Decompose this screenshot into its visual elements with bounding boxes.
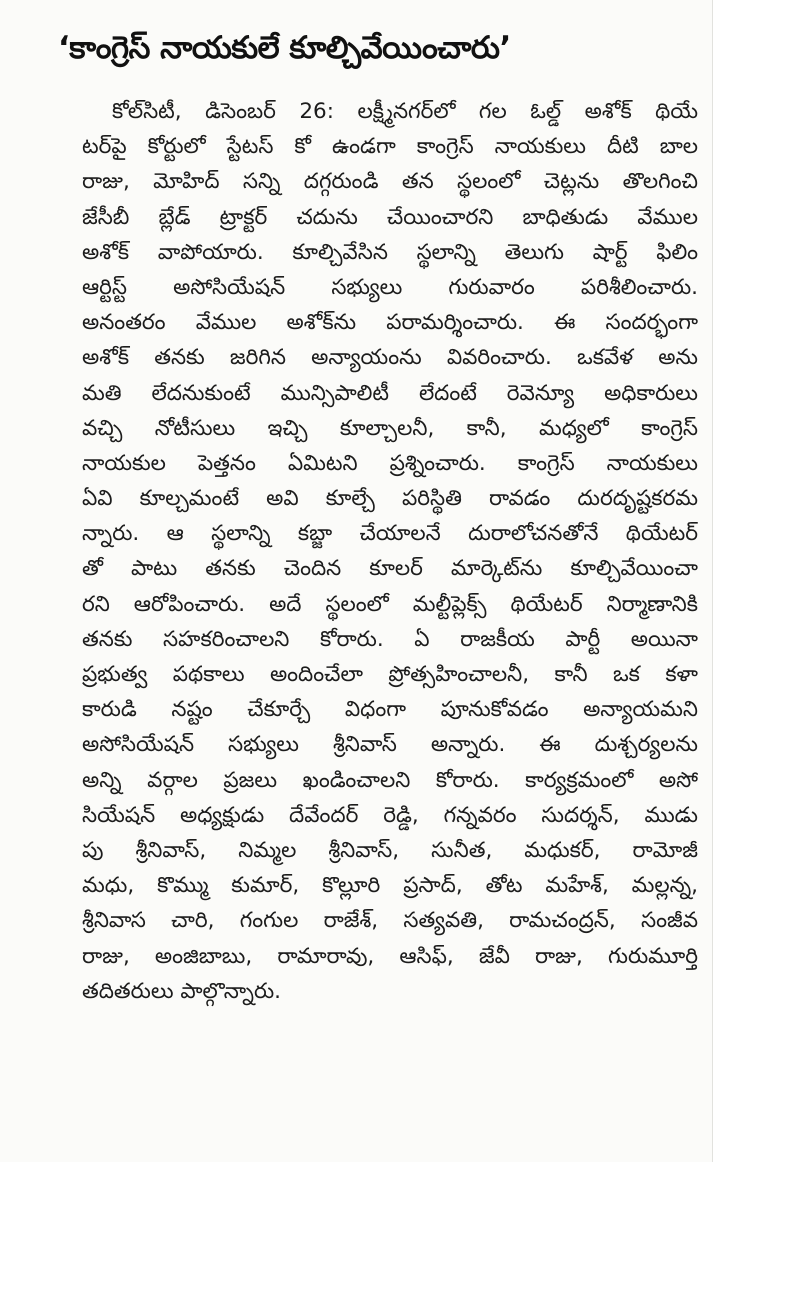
article-headline: ‘కాంగ్రెస్ నాయకులే కూల్చివేయించారు’ [58, 30, 511, 66]
article-line: కారుడి నష్టం చేకూర్చే విధంగా పూనుకోవడం అన్యాయమని [82, 697, 698, 723]
article-line: నాయకుల పెత్తనం ఏమిటని ప్రశ్నించారు. కాంగ్రెస్ నాయకులు [82, 450, 698, 476]
article-line: న్నారు. ఆ స్థలాన్ని కబ్జా చేయాలనే దురాలోచనతోనే థియేటర్ [82, 521, 698, 547]
article-line: అశోక్ వాపోయారు. కూల్చివేసిన స్థలాన్ని తెలుగు షార్ట్ ఫిలిం [82, 239, 698, 265]
article-line: అన్ని వర్గాల ప్రజలు ఖండించాలని కోరారు. కార్యక్రమంలో అసో [82, 767, 698, 793]
article-body [82, 94, 698, 1009]
article-line: రాజు, మోహిద్ సన్ని దగ్గరుండి తన స్థలంలో చెట్లను తొలగించి [82, 169, 698, 195]
article-line: మతి లేదనుకుంటే మున్సిపాలిటీ లేదంటే రెవెన్యూ అధికారులు [82, 380, 698, 406]
article-line: సియేషన్ అధ్యక్షుడు దేవేందర్ రెడ్డి, గన్నవరం సుదర్శన్, ముడు [82, 802, 698, 828]
article-line: రని ఆరోపించారు. అదే స్థలంలో మల్టీప్లెక్స్ థియేటర్ నిర్మాణానికి [82, 591, 698, 617]
article-line: ఏవి కూల్చమంటే అవి కూల్చే పరిస్థితి రావడం దురదృష్టకరమ [82, 486, 698, 512]
article-line: మధు, కొమ్ము కుమార్, కొల్లూరి ప్రసాద్, తోట మహేశ్, మల్లన్న, [82, 873, 698, 899]
article-line: ఆర్టిస్ట్ అసోసియేషన్ సభ్యులు గురువారం పరిశీలించారు. [82, 274, 698, 300]
article-line: తనకు సహకరించాలని కోరారు. ఏ రాజకీయ పార్టీ అయినా [82, 626, 698, 652]
article-line: అసోసియేషన్ సభ్యులు శ్రీనివాస్ అన్నారు. ఈ దుశ్చర్యలను [82, 732, 698, 758]
article-line: వచ్చి నోటీసులు ఇచ్చి కూల్చాలనీ, కానీ, మధ్యలో కాంగ్రెస్ [82, 415, 698, 441]
article-line: రాజు, అంజిబాబు, రామారావు, ఆసిఫ్, జేవీ రాజు, గురుమూర్తి [82, 943, 698, 969]
article-line: టర్‌పై కోర్టులో స్టేటస్ కో ఉండగా కాంగ్రెస్ నాయకులు దీటి బాల [82, 134, 698, 160]
article-line: జేసీబీ బ్లేడ్ ట్రాక్టర్ చదును చేయించారని బాధితుడు వేముల [82, 204, 698, 230]
article-line: అశోక్ తనకు జరిగిన అన్యాయంను వివరించారు. ఒకవేళ అను [82, 345, 698, 371]
article-line: ప్రభుత్వ పథకాలు అందించేలా ప్రోత్సహించాలనీ, కానీ ఒక కళా [82, 662, 698, 687]
article-line: తో పాటు తనకు చెందిన కూలర్ మార్కెట్‌ను కూల్చివేయించా [82, 556, 698, 582]
article-line: కోల్‌సిటీ, డిసెంబర్ 26: లక్ష్మీనగర్‌లో గల ఓల్డ్ అశోక్ థియే [112, 99, 698, 124]
article-line: శ్రీనివాస చారి, గంగుల రాజేశ్, సత్యవతి, రామచంద్రన్, సంజీవ [82, 908, 698, 934]
cut-off-previous-text [72, 0, 692, 8]
article-line: పు శ్రీనివాస్, నిమ్మల శ్రీనివాస్, సునీత, మధుకర్, రామోజీ [82, 837, 698, 863]
article-line: తదితరులు పాల్గొన్నారు. [82, 978, 282, 1004]
article-line: అనంతరం వేముల అశోక్‌ను పరామర్శించారు. ఈ సందర్భంగా [82, 310, 698, 336]
